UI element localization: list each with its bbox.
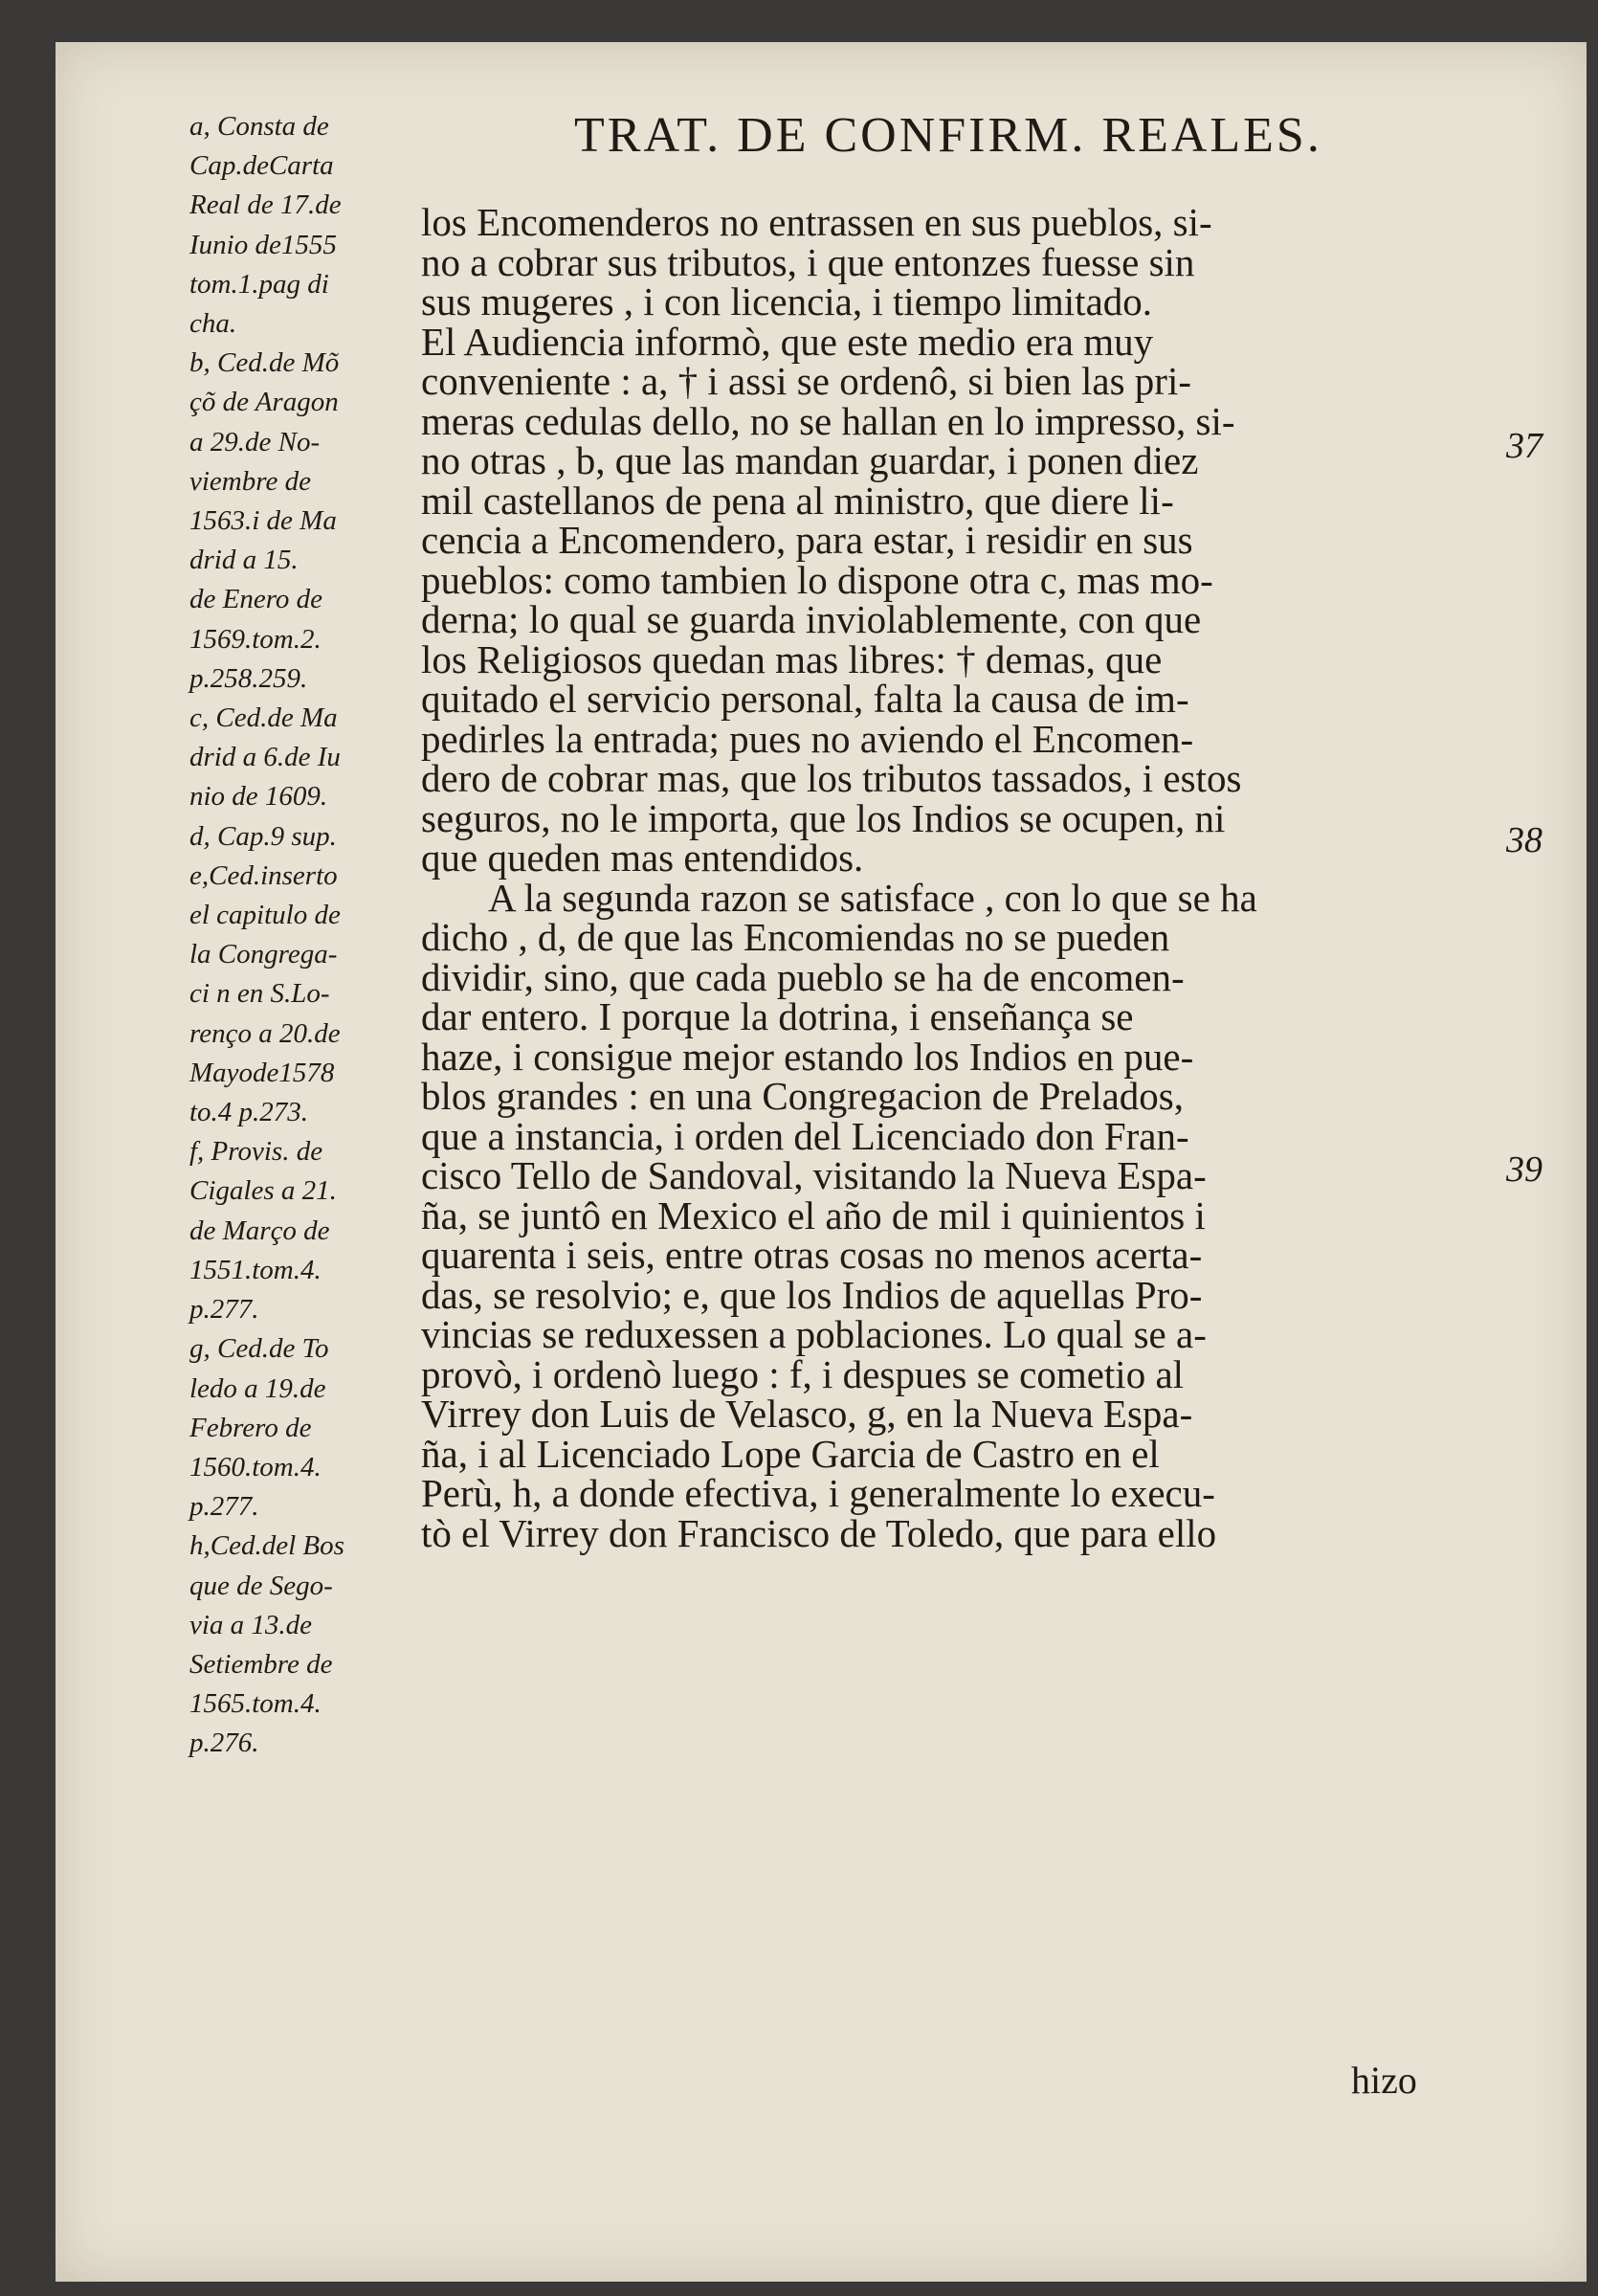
margin-note-line: ledo a 19.de [189,1372,326,1404]
margin-note-line: el capitulo de [189,900,341,931]
body-line: dar entero. I porque la dotrina, i enseñança se [421,994,1134,1038]
margin-note-line: a 29.de No- [189,426,321,457]
margin-note-line: d, Cap.9 sup. [189,820,337,852]
margin-note-line: çõ de Aragon [189,387,339,418]
body-line: quitado el servicio personal, falta la causa de im- [421,677,1189,721]
body-line: seguros, no le importa, que los Indios se ocupen, ni [421,795,1226,840]
margin-note-line: 1569.tom.2. [189,623,322,655]
body-line: tò el Virrey don Francisco de Toledo, que para ello [421,1510,1217,1555]
paragraph-number: 37 [1506,426,1543,466]
margin-note-line: ci n en S.Lo- [189,978,330,1010]
body-line: haze, i consigue mejor estando los Indios en pue- [421,1034,1194,1079]
margin-note-line: p.277. [189,1294,259,1326]
body-line: que a instancia, i orden del Licenciado don Fran- [421,1113,1189,1158]
body-line: pedirles la entrada; pues no aviendo el Encomen- [421,716,1194,761]
body-line: los Religiosos quedan mas libres: † demas, que [421,636,1163,681]
margin-note-line: la Congrega- [189,939,338,970]
paragraph-number: 39 [1506,1149,1543,1190]
body-line: no a cobrar sus tributos, i que entonzes fuesse sin [421,239,1195,284]
margin-note-line: c, Ced.de Ma [189,702,338,734]
margin-note-line: nio de 1609. [189,781,328,813]
body-line: A la segunda razon se satisface , con lo que se ha [488,875,1257,920]
margin-notes [189,107,429,1764]
body-text [421,200,1493,1555]
margin-note-line: que de Sego- [189,1570,333,1601]
body-line: Perù, h, a donde efectiva, i generalmente lo execu- [421,1471,1215,1515]
margin-note-line: Setiembre de [189,1648,333,1680]
paragraph-number: 38 [1506,820,1543,860]
body-line: pueblos: como tambien lo dispone otra c, mas mo- [421,557,1213,602]
body-line: vincias se reduxessen a poblaciones. Lo qual se a- [421,1312,1207,1356]
margin-note-line: drid a 6.de Iu [189,742,341,773]
body-line: quarenta i seis, entre otras cosas no menos acerta- [421,1233,1203,1277]
body-line: cencia a Encomendero, para estar, i residir en sus [421,518,1193,562]
margin-note-line: renço a 20.de [189,1017,341,1049]
catchword: hizo [1351,2059,1417,2102]
body-line: Virrey don Luis de Velasco, g, en la Nueva Espa- [421,1392,1193,1436]
body-line: blos grandes : en una Congregacion de Prelados, [421,1074,1185,1118]
body-line: meras cedulas dello, no se hallan en lo impresso, si- [421,398,1235,443]
body-line: ña, se juntô en Mexico el año de mil i quinientos i [421,1193,1206,1237]
body-line: dicho , d, de que las Encomiendas no se pueden [421,915,1170,959]
margin-note-line: 1563.i de Ma [189,505,337,537]
margin-note-line: e,Ced.inserto [189,859,338,891]
body-line: no otras , b, que las mandan guardar, i ponen diez [421,438,1199,482]
body-line: El Audiencia informò, que este medio era muy [421,319,1154,364]
margin-note-line: de Enero de [189,584,323,615]
margin-note-line: 1551.tom.4. [189,1254,322,1285]
body-line: conveniente : a, † i assi se ordenô, si bien las pri- [421,359,1191,403]
margin-note-line: p.258.259. [189,662,308,694]
margin-note-line: Cigales a 21. [189,1175,337,1207]
body-line: sus mugeres , i con licencia, i tiempo limitado. [421,279,1153,323]
margin-note-line: Cap.deCarta [189,150,334,182]
margin-note-line: Iunio de1555 [189,229,337,260]
margin-note-line: via a 13.de [189,1609,313,1640]
margin-note-line: f, Provis. de [189,1136,323,1168]
body-line: provò, i ordenò luego : f, i despues se cometio al [421,1351,1185,1396]
margin-note-line: a, Consta de [189,111,329,142]
body-line: ña, i al Licenciado Lope Garcia de Castro en el [421,1431,1160,1476]
margin-note-line: cha. [189,308,237,340]
margin-note-line: p.276. [189,1728,259,1759]
margin-note-line: to.4 p.273. [189,1097,309,1128]
margin-note-line: b, Ced.de Mõ [189,347,340,379]
body-line: das, se resolvio; e, que los Indios de aquellas Pro- [421,1272,1203,1317]
margin-note-line: g, Ced.de To [189,1333,329,1365]
margin-note-line: viembre de [189,465,311,497]
margin-note-line: drid a 15. [189,545,299,576]
body-line: dero de cobrar mas, que los tributos tassados, i estos [421,756,1242,800]
margin-note-line: 1560.tom.4. [189,1451,322,1482]
margin-note-line: 1565.tom.4. [189,1688,322,1720]
margin-note-line: Real de 17.de [189,189,342,221]
body-line: cisco Tello de Sandoval, visitando la Nueva Espa- [421,1153,1207,1197]
margin-note-line: p.277. [189,1491,259,1523]
body-line: dividir, sino, que cada pueblo se ha de encomen- [421,954,1185,999]
margin-note-line: h,Ced.del Bos [189,1530,344,1562]
margin-note-line: Mayode1578 [189,1057,335,1088]
body-line: que queden mas entendidos. [421,836,864,880]
running-title: TRAT. DE CONFIRM. REALES. [574,108,1322,163]
body-line: mil castellanos de pena al ministro, que diere li- [421,478,1174,523]
body-line: los Encomenderos no entrassen en sus pueblos, si- [421,200,1212,244]
margin-note-line: Febrero de [189,1412,312,1443]
margin-note-line: tom.1.pag di [189,268,329,300]
margin-note-line: de Março de [189,1215,330,1246]
body-line: derna; lo qual se guarda inviolablemente, con que [421,597,1202,641]
